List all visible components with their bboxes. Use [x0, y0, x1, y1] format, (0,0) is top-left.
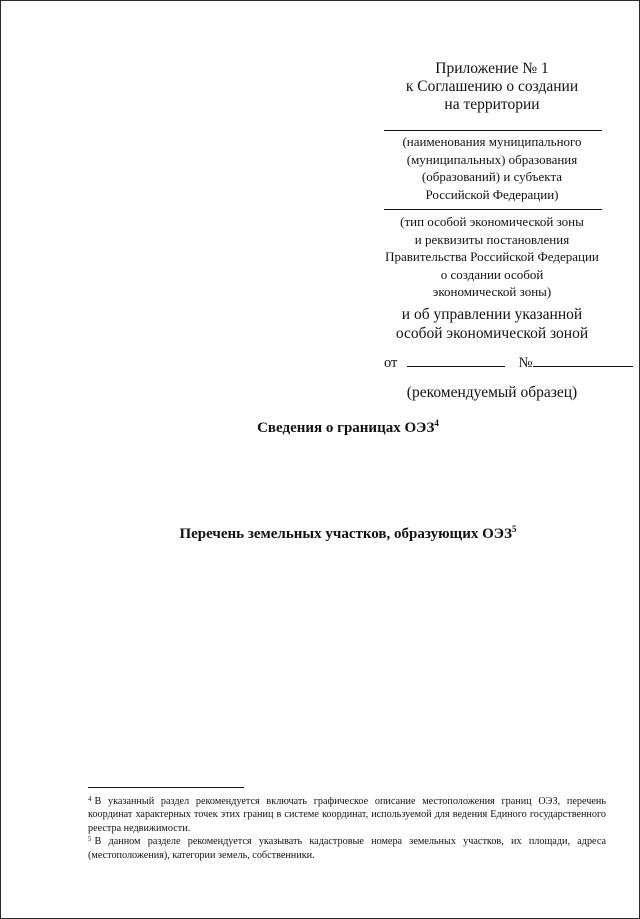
from-label: от — [384, 355, 398, 371]
number-blank — [533, 354, 633, 367]
sez-note-line: о создании особой — [440, 266, 544, 282]
footnote-text: В данном разделе рекомендуется указывать кадастровые номера земельных участков, их площади, адреса (местоположения), категории земель, собственники. — [88, 836, 606, 861]
footnote-item — [88, 795, 606, 835]
sez-note — [378, 213, 606, 301]
management-line: особой экономической зоной — [395, 324, 589, 342]
footnote-mark: 4 — [88, 795, 92, 803]
management-line: и об управлении указанной — [401, 306, 583, 323]
sez-blank-line — [384, 209, 602, 210]
boundaries-footnote-ref: 4 — [434, 418, 439, 428]
footnote-separator — [88, 787, 244, 788]
municipal-blank-line — [384, 130, 602, 131]
footnotes — [88, 795, 606, 862]
number-label: № — [518, 355, 533, 371]
municipal-note-line: Российской Федерации) — [425, 186, 559, 202]
municipal-note-line: (муниципальных) образования — [406, 151, 578, 167]
footnote-item — [88, 835, 606, 862]
land-plots-title: Перечень земельных участков, образующих ОЭЗ — [179, 526, 513, 542]
date-number-row — [384, 354, 633, 372]
date-blank — [407, 354, 505, 367]
appendix-line: Приложение № 1 — [435, 60, 549, 77]
municipal-note — [378, 133, 606, 203]
footnote-text: В указанный раздел рекомендуется включать графическое описание местоположения границ ОЭЗ, перечень координат характерных точек этих границ в системе координат, используемой для ведения Единого государственного реестра недвижимости. — [88, 796, 606, 834]
land-plots-heading — [28, 526, 640, 543]
sez-note-line: экономической зоны) — [432, 284, 552, 300]
land-plots-footnote-ref: 5 — [512, 524, 517, 534]
footnote-mark: 5 — [88, 835, 92, 844]
recommended-sample-label: (рекомендуемый образец) — [406, 384, 578, 401]
municipal-note-line: (наименования муниципального — [402, 134, 582, 149]
boundaries-title: Сведения о границах ОЭЗ — [257, 420, 435, 436]
sez-note-line: и реквизиты постановления — [414, 231, 570, 247]
appendix-line: на территории — [444, 96, 540, 113]
appendix-header — [378, 60, 606, 114]
sez-note-line: (тип особой экономической зоны — [400, 214, 584, 229]
management-text — [378, 306, 606, 343]
boundaries-heading — [28, 420, 640, 437]
appendix-line: к Соглашению о создании — [405, 78, 579, 95]
sez-note-line: Правительства Российской Федерации — [385, 249, 599, 265]
municipal-note-line: (образований) и субъекта — [421, 169, 563, 185]
